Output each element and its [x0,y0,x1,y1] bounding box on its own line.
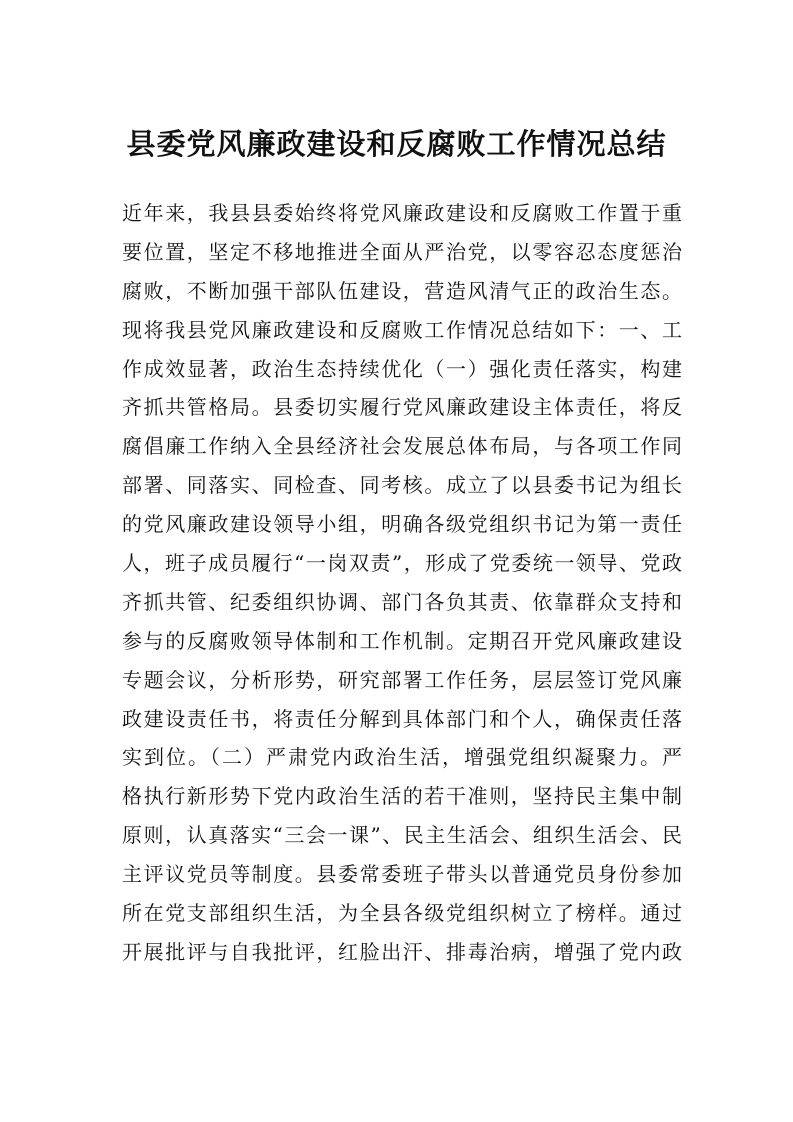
body-line: 的党风廉政建设领导小组，明确各级党组织书记为第一责任 [122,512,682,537]
body-line: 齐抓共管格局。县委切实履行党风廉政建设主体责任，将反 [122,395,682,420]
body-line: 近年来，我县县委始终将党风廉政建设和反腐败工作置于重 [122,201,682,225]
body-line: 齐抓共管、纪委组织协调、部门各负其责、依靠群众支持和 [122,589,682,614]
body-line: 政建设责任书，将责任分解到具体部门和个人，确保责任落 [122,706,682,731]
document-body [122,194,682,972]
body-line: 开展批评与自我批评，红脸出汗、排毒治病，增强了党内政 [122,939,682,964]
body-line: 主评议党员等制度。县委常委班子带头以普通党员身份参加 [122,862,682,887]
body-line: 部署、同落实、同检查、同考核。成立了以县委书记为组长 [122,473,682,498]
body-line: 作成效显著，政治生态持续优化（一）强化责任落实，构建 [122,356,682,381]
body-line: 所在党支部组织生活，为全县各级党组织树立了榜样。通过 [122,901,682,926]
document-title: 县委党风廉政建设和反腐败工作情况总结 [126,127,667,161]
body-line: 实到位。（二）严肃党内政治生活，增强党组织凝聚力。严 [122,745,682,770]
body-line: 格执行新形势下党内政治生活的若干准则，坚持民主集中制 [122,784,682,809]
body-line: 人，班子成员履行“一岗双责”，形成了党委统一领导、党政 [122,551,682,576]
body-line: 原则，认真落实“三会一课”、民主生活会、组织生活会、民 [122,823,682,848]
body-line: 现将我县党风廉政建设和反腐败工作情况总结如下：一、工 [122,317,682,342]
body-line: 专题会议，分析形势，研究部署工作任务，层层签订党风廉 [122,667,682,692]
body-line: 要位置，坚定不移地推进全面从严治党，以零容忍态度惩治 [122,239,682,264]
body-line: 腐败，不断加强干部队伍建设，营造风清气正的政治生态。 [122,278,682,303]
body-line: 参与的反腐败领导体制和工作机制。定期召开党风廉政建设 [122,628,682,653]
body-line: 腐倡廉工作纳入全县经济社会发展总体布局，与各项工作同 [122,434,682,459]
